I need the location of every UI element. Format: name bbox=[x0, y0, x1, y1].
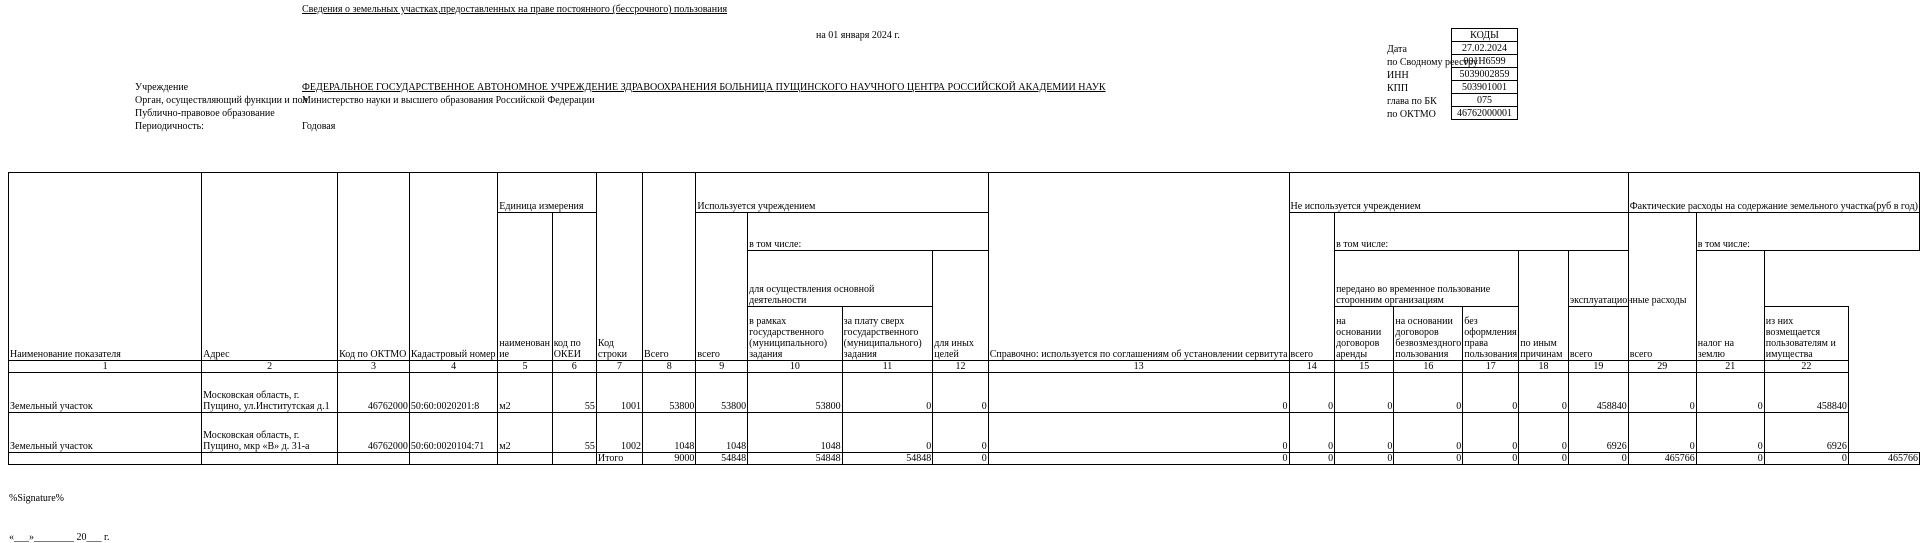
signature-placeholder: %Signature% bbox=[9, 493, 64, 504]
cell-value: 1048 bbox=[643, 413, 696, 453]
cell-value: 0 bbox=[1628, 373, 1696, 413]
code-label-date: Дата bbox=[1387, 44, 1407, 55]
cell-empty bbox=[552, 453, 596, 465]
th-exp-total: всего bbox=[1628, 213, 1696, 361]
code-label-inn: ИНН bbox=[1387, 70, 1409, 81]
col-number-8: 8 bbox=[643, 361, 696, 373]
th-temp-use: передано во временное пользование сторонним организациям bbox=[1335, 251, 1519, 307]
th-lease: на основании договоров аренды bbox=[1335, 307, 1394, 361]
total-value: 54848 bbox=[696, 453, 748, 465]
total-value: 465766 bbox=[1628, 453, 1696, 465]
th-name: Наименование показателя bbox=[9, 173, 202, 361]
th-oktmo: Код по ОКТМО bbox=[338, 173, 410, 361]
total-value: 0 bbox=[1568, 453, 1628, 465]
cell-name: Земельный участок bbox=[9, 373, 202, 413]
code-inn: 5039002859 bbox=[1452, 68, 1518, 81]
col-number-10: 10 bbox=[748, 361, 843, 373]
th-used: Используется учреждением bbox=[696, 173, 988, 213]
date-blank: «___»________ 20___ г. bbox=[9, 532, 110, 543]
th-other-purposes: для иных целей bbox=[933, 251, 988, 361]
cell-cadastral: 50:60:0020201:8 bbox=[409, 373, 497, 413]
cell-value: 0 bbox=[1394, 373, 1463, 413]
col-number-22: 22 bbox=[1764, 361, 1848, 373]
cell-value: 1048 bbox=[696, 413, 748, 453]
cell-value: 0 bbox=[1519, 413, 1569, 453]
total-value: 0 bbox=[1764, 453, 1848, 465]
col-number-17: 17 bbox=[1463, 361, 1519, 373]
th-line-code: Код строки bbox=[596, 173, 642, 361]
th-address: Адрес bbox=[202, 173, 338, 361]
code-registry: 001Н6599 bbox=[1452, 55, 1518, 68]
table-row bbox=[9, 373, 1920, 413]
total-value: 0 bbox=[1696, 453, 1764, 465]
total-value: 54848 bbox=[748, 453, 843, 465]
cell-value: 53800 bbox=[748, 373, 843, 413]
cell-cadastral: 50:60:0020104:71 bbox=[409, 413, 497, 453]
authority-value: Министерство науки и высшего образования Российской Федерации bbox=[302, 95, 595, 106]
th-other-reasons: по иным причинам bbox=[1519, 251, 1569, 361]
total-value: 54848 bbox=[842, 453, 933, 465]
cell-value: 0 bbox=[933, 373, 988, 413]
cell-value: 53800 bbox=[696, 373, 748, 413]
report-date: на 01 января 2024 г. bbox=[816, 30, 900, 41]
cell-oktmo: 46762000 bbox=[338, 373, 410, 413]
codes-header: КОДЫ bbox=[1452, 29, 1518, 42]
cell-unit: м2 bbox=[498, 413, 552, 453]
th-used-incl: в том числе: bbox=[748, 213, 989, 251]
cell-address: Московская область, г. Пущино, ул.Институтская д.1 bbox=[202, 373, 338, 413]
total-label: Итого bbox=[596, 453, 642, 465]
cell-value: 0 bbox=[1519, 373, 1569, 413]
col-number-2: 2 bbox=[202, 361, 338, 373]
cell-value: 6926 bbox=[1568, 413, 1628, 453]
total-value: 0 bbox=[1519, 453, 1569, 465]
cell-value: 0 bbox=[1463, 373, 1519, 413]
cell-value: 0 bbox=[933, 413, 988, 453]
table-row bbox=[9, 413, 1920, 453]
th-not-used-total: всего bbox=[1289, 213, 1335, 361]
col-number-21: 21 bbox=[1696, 361, 1764, 373]
th-main-activity: для осуществления основной деятельности bbox=[748, 251, 933, 307]
report-title: Сведения о земельных участках,предоставленных на праве постоянного (бессрочного) пользования bbox=[302, 4, 728, 15]
th-land-tax: налог на землю bbox=[1696, 251, 1764, 361]
code-label-kpp: КПП bbox=[1387, 83, 1409, 94]
total-value: 465766 bbox=[1848, 453, 1919, 465]
cell-value: 458840 bbox=[1568, 373, 1628, 413]
total-value: 0 bbox=[1289, 453, 1335, 465]
cell-value: 0 bbox=[1696, 373, 1764, 413]
col-number-11: 11 bbox=[842, 361, 933, 373]
th-expenses: Фактические расходы на содержание земельного участка(руб в год) bbox=[1628, 173, 1919, 213]
th-within-task: в рамках государственного (муниципального) задания bbox=[748, 307, 843, 361]
cell-okei: 55 bbox=[552, 373, 596, 413]
cell-value: 0 bbox=[1628, 413, 1696, 453]
th-used-total: всего bbox=[696, 213, 748, 361]
col-number-18: 18 bbox=[1519, 361, 1569, 373]
col-number-3: 3 bbox=[338, 361, 410, 373]
cell-oktmo: 46762000 bbox=[338, 413, 410, 453]
th-total: Всего bbox=[643, 173, 696, 361]
code-date: 27.02.2024 bbox=[1452, 42, 1518, 55]
th-op-reimbursed: из них возмещается пользователям и имущества bbox=[1764, 307, 1848, 361]
col-number-15: 15 bbox=[1335, 361, 1394, 373]
land-plots-table bbox=[8, 172, 1920, 465]
column-numbers-row bbox=[9, 361, 1920, 373]
cell-empty bbox=[9, 453, 202, 465]
col-number-13: 13 bbox=[988, 361, 1289, 373]
cell-empty bbox=[409, 453, 497, 465]
th-op-total: всего bbox=[1568, 307, 1628, 361]
code-bk: 075 bbox=[1452, 94, 1518, 107]
cell-line-code: 1002 bbox=[596, 413, 642, 453]
total-value: 0 bbox=[988, 453, 1289, 465]
cell-name: Земельный участок bbox=[9, 413, 202, 453]
th-cadastral: Кадастровый номер bbox=[409, 173, 497, 361]
cell-value: 53800 bbox=[643, 373, 696, 413]
total-value: 0 bbox=[1335, 453, 1394, 465]
cell-line-code: 1001 bbox=[596, 373, 642, 413]
total-value: 0 bbox=[933, 453, 988, 465]
cell-value: 1048 bbox=[748, 413, 843, 453]
total-value: 0 bbox=[1394, 453, 1463, 465]
cell-value: 0 bbox=[1696, 413, 1764, 453]
th-operating: эксплуатационные расходы bbox=[1568, 251, 1696, 307]
th-no-doc: без оформления права пользования bbox=[1463, 307, 1519, 361]
th-over-task: за плату сверх государственного (муниципального) задания bbox=[842, 307, 933, 361]
col-number-16: 16 bbox=[1394, 361, 1463, 373]
col-number-4: 4 bbox=[409, 361, 497, 373]
cell-empty bbox=[202, 453, 338, 465]
th-exp-incl: в том числе: bbox=[1696, 213, 1919, 251]
cell-value: 458840 bbox=[1764, 373, 1848, 413]
col-number-12: 12 bbox=[933, 361, 988, 373]
cell-empty bbox=[338, 453, 410, 465]
code-label-oktmo: по ОКТМО bbox=[1387, 109, 1436, 120]
cell-okei: 55 bbox=[552, 413, 596, 453]
th-unit-code: код по ОКЕИ bbox=[552, 213, 596, 361]
code-label-bk: глава по БК bbox=[1387, 96, 1437, 107]
th-unit-name: наименован ие bbox=[498, 213, 552, 361]
authority-label: Орган, осуществляющий функции и пол bbox=[135, 95, 308, 106]
cell-value: 0 bbox=[842, 373, 933, 413]
col-number-19: 19 bbox=[1568, 361, 1628, 373]
th-unit: Единица измерения bbox=[498, 173, 597, 213]
col-number-7: 7 bbox=[596, 361, 642, 373]
cell-empty bbox=[498, 453, 552, 465]
cell-value: 0 bbox=[842, 413, 933, 453]
col-number-9: 9 bbox=[696, 361, 748, 373]
cell-value: 0 bbox=[988, 373, 1289, 413]
codes-labels bbox=[1387, 43, 1478, 121]
th-not-used: Не используется учреждением bbox=[1289, 173, 1628, 213]
institution-value: ФЕДЕРАЛЬНОЕ ГОСУДАРСТВЕННОЕ АВТОНОМНОЕ УЧРЕЖДЕНИЕ ЗДРАВООХРАНЕНИЯ БОЛЬНИЦА ПУЩИНСКОГО НАУЧНОГО ЦЕНТРА РОССИЙСКОЙ АКАДЕМИИ НАУК bbox=[302, 82, 1106, 93]
cell-value: 0 bbox=[1463, 413, 1519, 453]
code-oktmo: 46762000001 bbox=[1452, 107, 1518, 120]
th-not-used-incl: в том числе: bbox=[1335, 213, 1629, 251]
total-value: 0 bbox=[1463, 453, 1519, 465]
col-number-1: 1 bbox=[9, 361, 202, 373]
cell-value: 0 bbox=[1289, 373, 1335, 413]
cell-value: 0 bbox=[1289, 413, 1335, 453]
col-number-5: 5 bbox=[498, 361, 552, 373]
code-kpp: 503901001 bbox=[1452, 81, 1518, 94]
institution-label: Учреждение bbox=[135, 82, 189, 93]
th-reference: Справочно: используется по соглашениям об установлении сервитута bbox=[988, 173, 1289, 361]
public-entity-label: Публично-правовое образование bbox=[135, 108, 275, 119]
codes-table bbox=[1451, 28, 1518, 120]
periodicity-label: Периодичность: bbox=[135, 121, 204, 132]
cell-value: 6926 bbox=[1764, 413, 1848, 453]
cell-value: 0 bbox=[1335, 373, 1394, 413]
total-row bbox=[9, 453, 1920, 465]
cell-value: 0 bbox=[988, 413, 1289, 453]
col-number-20: 29 bbox=[1628, 361, 1696, 373]
col-number-14: 14 bbox=[1289, 361, 1335, 373]
cell-value: 0 bbox=[1394, 413, 1463, 453]
periodicity-value: Годовая bbox=[302, 121, 336, 132]
th-free-use: на основании договоров безвозмездного пользования bbox=[1394, 307, 1463, 361]
col-number-6: 6 bbox=[552, 361, 596, 373]
cell-address: Московская область, г. Пущино, мкр «В» д. 31-а bbox=[202, 413, 338, 453]
cell-value: 0 bbox=[1335, 413, 1394, 453]
total-line-code: 9000 bbox=[643, 453, 696, 465]
code-label-registry: по Сводному реестру bbox=[1387, 57, 1478, 68]
cell-unit: м2 bbox=[498, 373, 552, 413]
